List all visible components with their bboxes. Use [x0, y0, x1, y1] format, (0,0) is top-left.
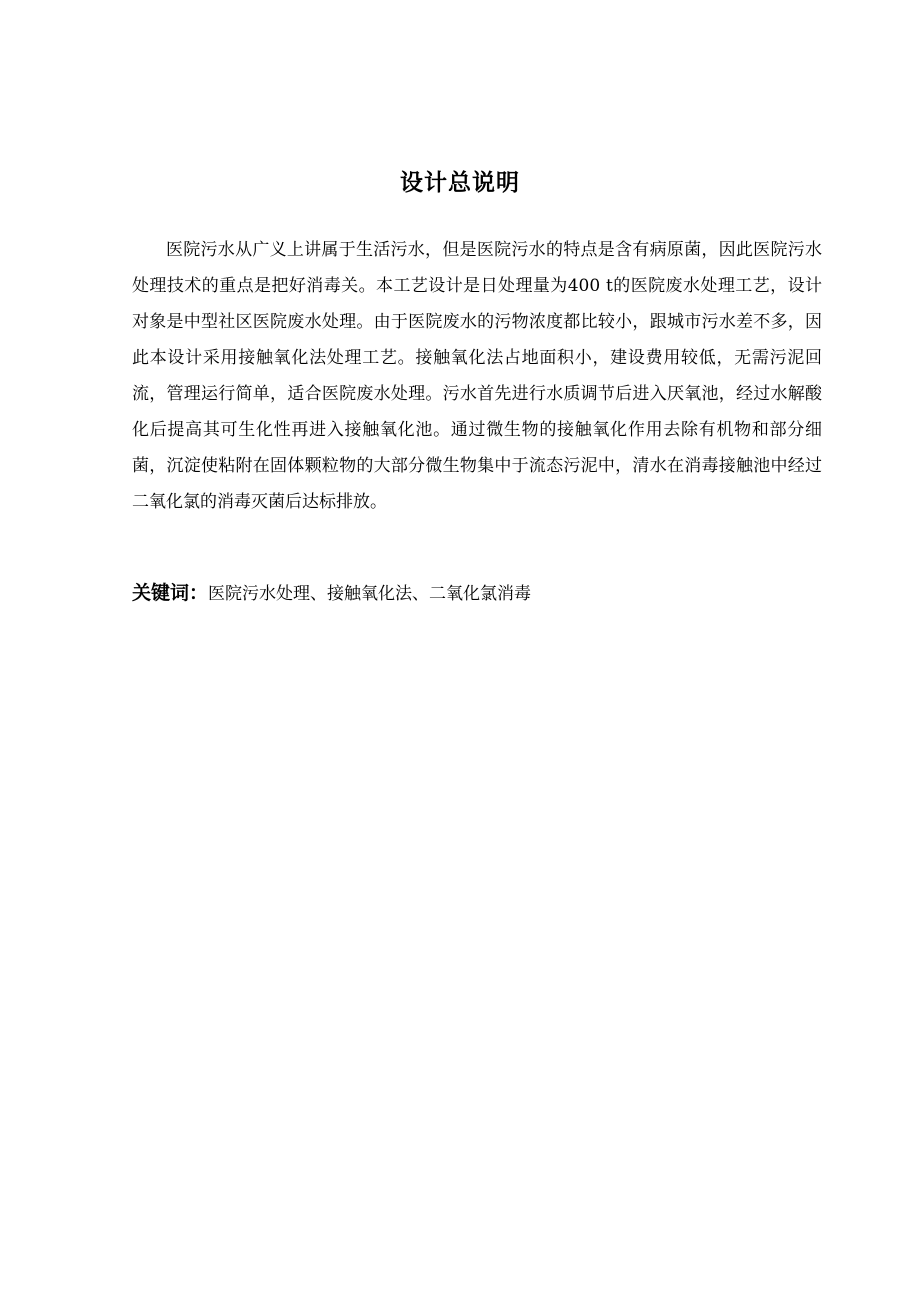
keywords-label: 关键词：: [132, 582, 209, 604]
keywords-line: [132, 576, 822, 611]
keywords-text: 医院污水处理、接触氧化法、二氧化氯消毒: [208, 584, 532, 604]
abstract-paragraph: 医院污水从广义上讲属于生活污水，但是医院污水的特点是含有病原菌，因此医院污水处理技术的重点是把好消毒关。本工艺设计是日处理量为400 t的医院废水处理工艺，设计对象是中型社区医院废水处理。由于医院废水的污物浓度都比较小，跟城市污水差不多，因此本设计采用接触氧化法处理工艺。接触氧化法占地面积小，建设费用较低，无需污泥回流，管理运行简单，适合医院废水处理。污水首先进行水质调节后进入厌氧池，经过水解酸化后提高其可生化性再进入接触氧化池。通过微生物的接触氧化作用去除有机物和部分细菌，沉淀使粘附在固体颗粒物的大部分微生物集中于流态污泥中，清水在消毒接触池中经过二氧化氯的消毒灭菌后达标排放。: [132, 240, 822, 512]
page-title: 设计总说明: [400, 170, 520, 196]
